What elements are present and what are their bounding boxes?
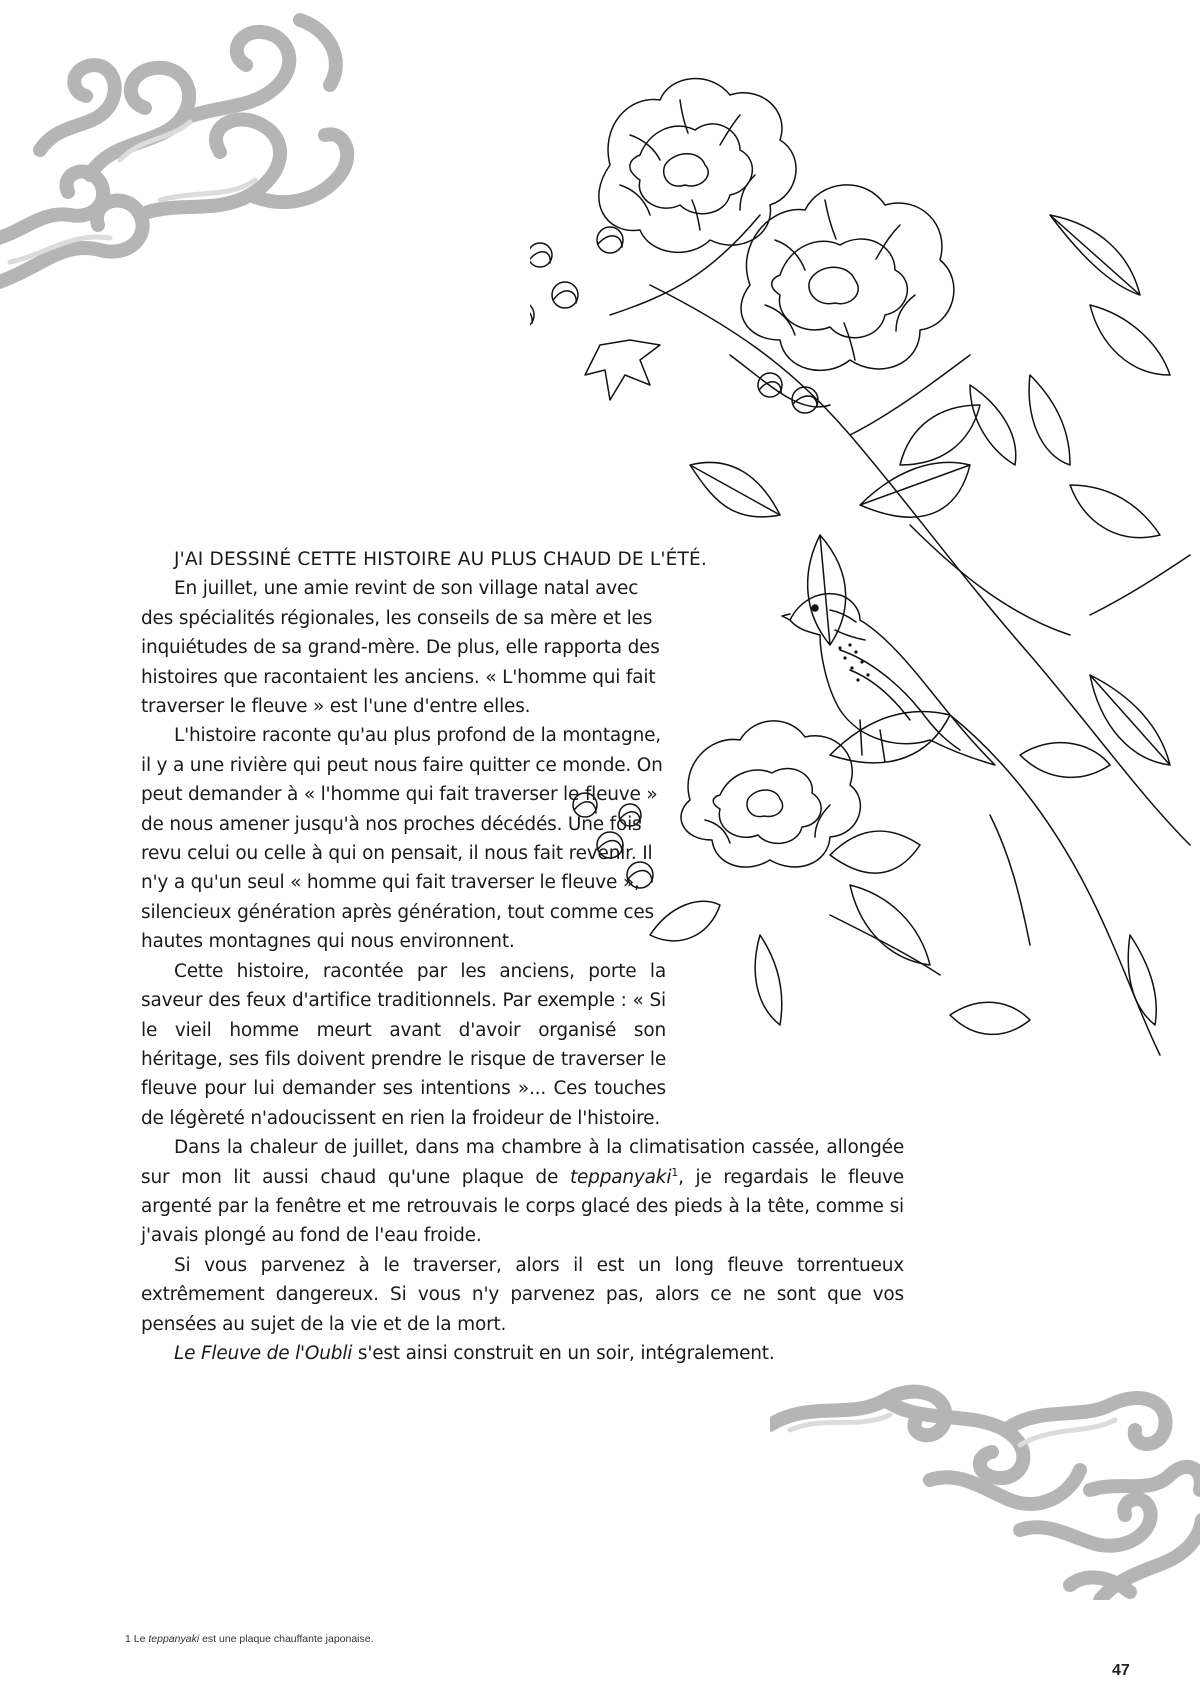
term-teppanyaki: teppanyaki (569, 1166, 672, 1188)
footnote-reference: 1 (671, 1165, 679, 1179)
book-title: Le Fleuve de l'Oubli (174, 1342, 353, 1364)
article-heading: J'AI DESSINÉ CETTE HISTOIRE AU PLUS CHAUD DE L'ÉTÉ. (174, 549, 708, 570)
paragraph-text: s'est ainsi construit en un soir, intégralement. (352, 1342, 775, 1364)
paragraph: L'histoire raconte qu'au plus profond de la montagne, il y a une rivière qui peut nous faire quitter ce monde. On peut demander à « l'homme qui fait traverser le fleuve » de nous amener jusqu'à nos proches décédés. Une fois revu celui ou celle à qui on pensait, il nous fait revenir. Il n'y a qu'un seul « homme qui fait traverser le fleuve », silencieux génération après génération, tout comme ces hautes montagnes qui nous environnent. (141, 725, 663, 953)
footnote (125, 1633, 374, 1645)
article-body (141, 545, 904, 1368)
paragraph: Si vous parvenez à le traverser, alors il est un long fleuve torrentueux extrêmement dangereux. Si vous n'y parvenez pas, alors ce ne sont que vos pensées au sujet de la vie et de la mort. (141, 1254, 904, 1335)
paragraph (141, 1133, 904, 1251)
paragraph: Cette histoire, racontée par les anciens, porte la saveur des feux d'artifice traditionnels. Par exemple : « Si le vieil homme meurt avant d'avoir organisé son héritage, ses fils doivent prendre le risque de traverser le fleuve pour lui demander ses intentions »... Ces touches de légèreté n'adoucissent en rien la froideur de l'histoire. (141, 960, 666, 1129)
footnote-text: est une plaque chauffante japonaise. (199, 1633, 374, 1645)
paragraph-text: Dans la chaleur de juillet, dans ma chambre à la climatisation cassée, allongée sur mon lit aussi chaud qu'une plaque de (141, 1137, 904, 1188)
footnote-term: teppanyaki (148, 1633, 200, 1645)
footnote-text: Le (130, 1633, 149, 1645)
footnote-number: 1 (125, 1633, 131, 1645)
paragraph (141, 1339, 876, 1368)
cloud-pattern-icon (0, 0, 360, 300)
paragraph-text: , je regardais le fleuve argenté par la fenêtre et me retrouvais le corps glacé des pieds à la tête, comme si j'avais plongé au fond de l'eau froide. (141, 1166, 904, 1247)
paragraph: En juillet, une amie revint de son village natal avec des spécialités régionales, les conseils de sa mère et les inquiétudes de sa grand-mère. De plus, elle rapporta des histoires que racontaient les anciens. « L'homme qui fait traverser le fleuve » est l'une d'entre elles. (141, 578, 660, 718)
cloud-pattern-icon (770, 1370, 1200, 1600)
page-number: 47 (1112, 1662, 1130, 1679)
